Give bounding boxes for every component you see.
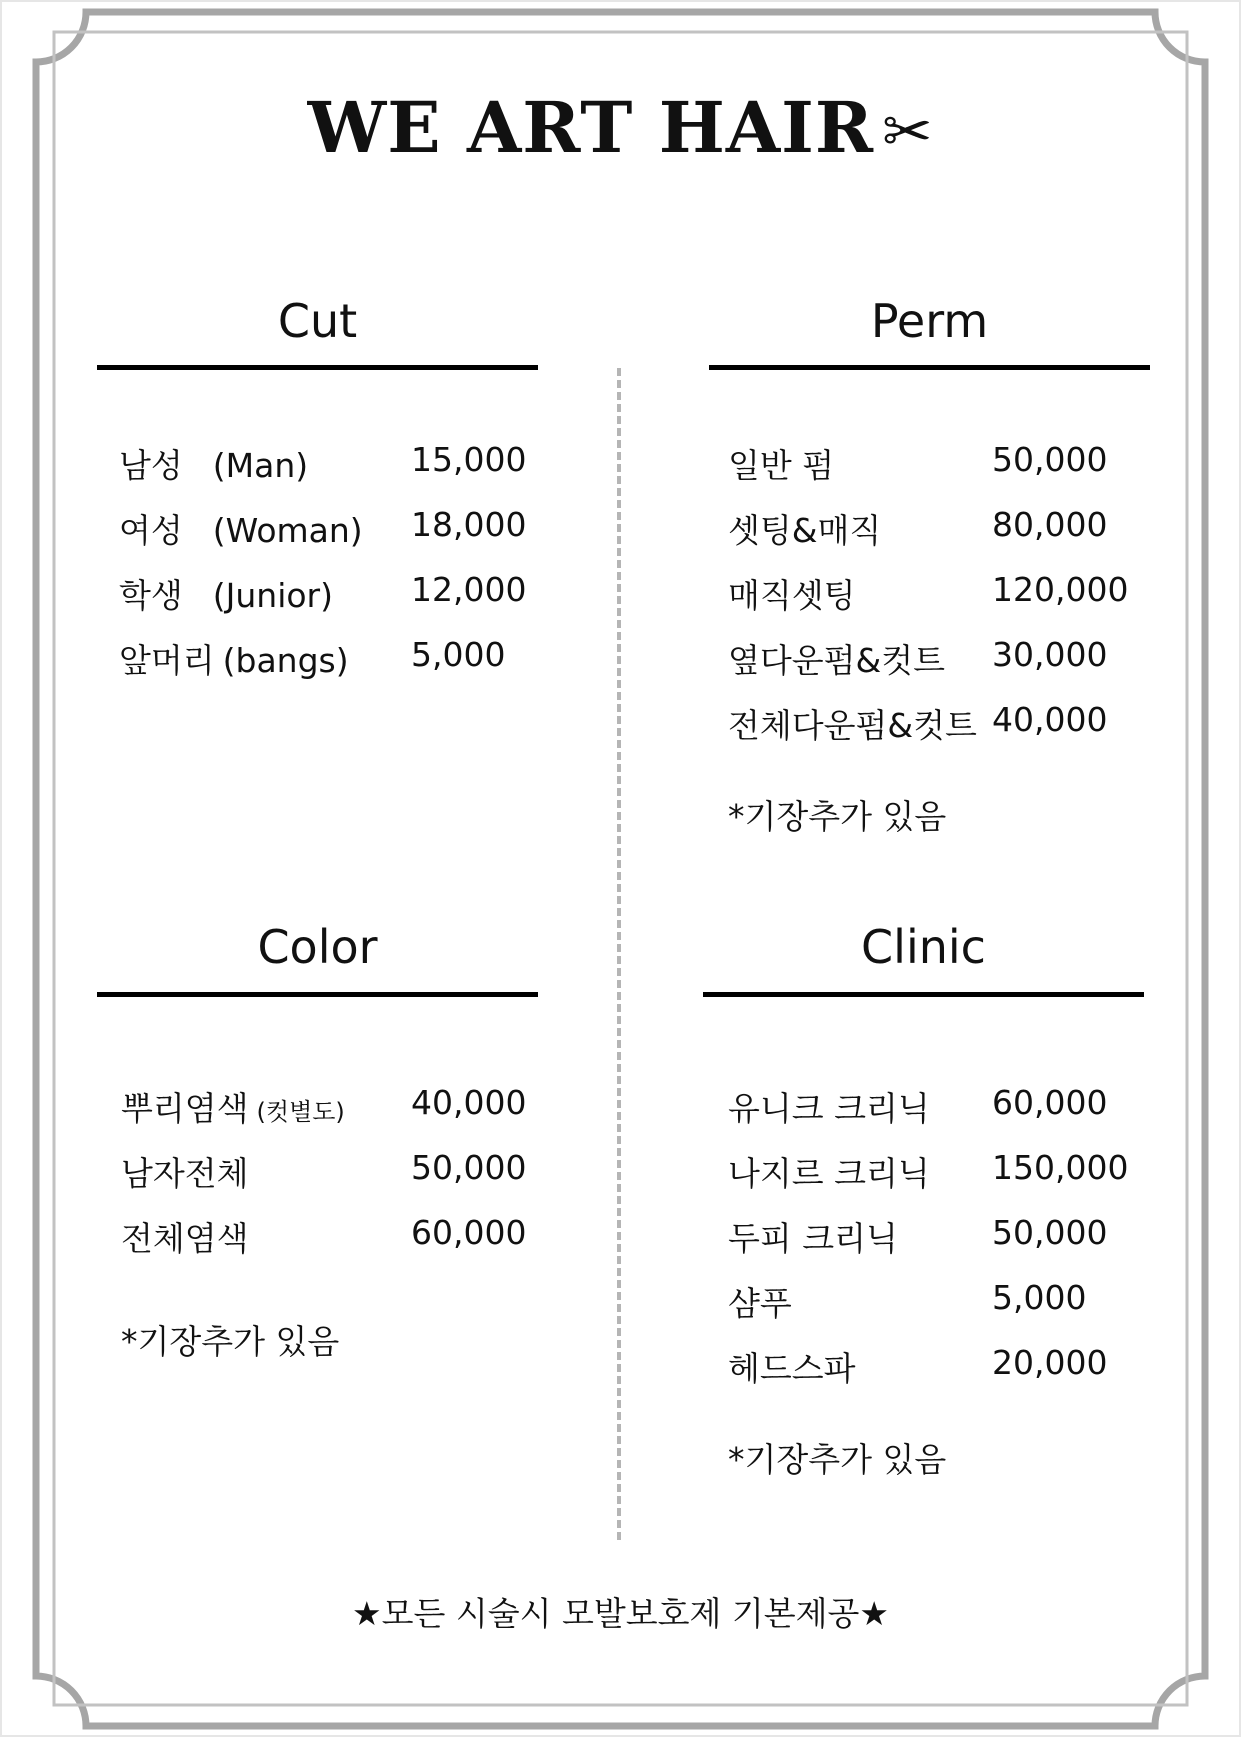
item-note: (컷별도) (256, 1098, 345, 1126)
item-name: 앞머리 (119, 641, 215, 680)
item-price: 60,000 (992, 1083, 1108, 1122)
item-price: 5,000 (411, 635, 506, 674)
item-price: 30,000 (992, 635, 1108, 674)
clinic-note: *기장추가 있음 (728, 1440, 947, 1479)
item-price: 40,000 (992, 700, 1108, 739)
title-text: WE ART HAIR (307, 86, 875, 169)
scissors-icon: ✂ (882, 97, 934, 167)
item-price: 150,000 (992, 1148, 1129, 1187)
item-name: 샴푸 (728, 1284, 792, 1323)
item-price: 5,000 (992, 1278, 1087, 1317)
item-price: 60,000 (411, 1213, 527, 1252)
item-price: 80,000 (992, 505, 1108, 544)
item-price: 20,000 (992, 1343, 1108, 1382)
item-price: 50,000 (992, 440, 1108, 479)
item-price: 50,000 (992, 1213, 1108, 1252)
item-name: 셋팅&매직 (728, 511, 882, 550)
item-name: 뿌리염색 (121, 1089, 249, 1128)
item-name: 전체염색 (121, 1219, 249, 1258)
clinic-heading: Clinic (861, 920, 986, 974)
center-divider (617, 368, 621, 1540)
color-note: *기장추가 있음 (121, 1322, 340, 1361)
color-heading-rule (97, 992, 538, 997)
cut-heading-rule (97, 365, 538, 370)
item-name-en: (Junior) (212, 576, 334, 615)
perm-heading: Perm (870, 294, 989, 348)
item-price: 18,000 (411, 505, 527, 544)
cut-heading: Cut (277, 294, 358, 348)
perm-note: *기장추가 있음 (728, 797, 947, 836)
item-name-en: (Woman) (212, 511, 363, 550)
item-name: 전체다운펌&컷트 (728, 706, 977, 745)
item-name: 남성 (119, 446, 183, 485)
item-name: 나지르 크리닉 (728, 1154, 930, 1193)
item-name: 남자전체 (121, 1154, 249, 1193)
item-price: 12,000 (411, 570, 527, 609)
item-name: 일반 펌 (728, 446, 835, 485)
item-price: 120,000 (992, 570, 1129, 609)
item-price: 15,000 (411, 440, 527, 479)
clinic-heading-rule (703, 992, 1144, 997)
item-price: 40,000 (411, 1083, 527, 1122)
item-price: 50,000 (411, 1148, 527, 1187)
footer-notice: ★모든 시술시 모발보호제 기본제공★ (352, 1594, 889, 1633)
perm-heading-rule (709, 365, 1150, 370)
item-name-en: (Man) (212, 446, 309, 485)
item-name: 옆다운펌&컷트 (728, 641, 946, 680)
item-name: 여성 (119, 511, 183, 550)
item-name-en: (bangs) (222, 641, 349, 680)
page-title (0, 86, 1241, 169)
item-name: 헤드스파 (728, 1349, 856, 1388)
item-name: 두피 크리닉 (728, 1219, 898, 1258)
item-name: 유니크 크리닉 (728, 1089, 930, 1128)
color-heading: Color (257, 920, 378, 974)
item-name: 학생 (119, 576, 183, 615)
item-name: 매직셋팅 (728, 576, 856, 615)
